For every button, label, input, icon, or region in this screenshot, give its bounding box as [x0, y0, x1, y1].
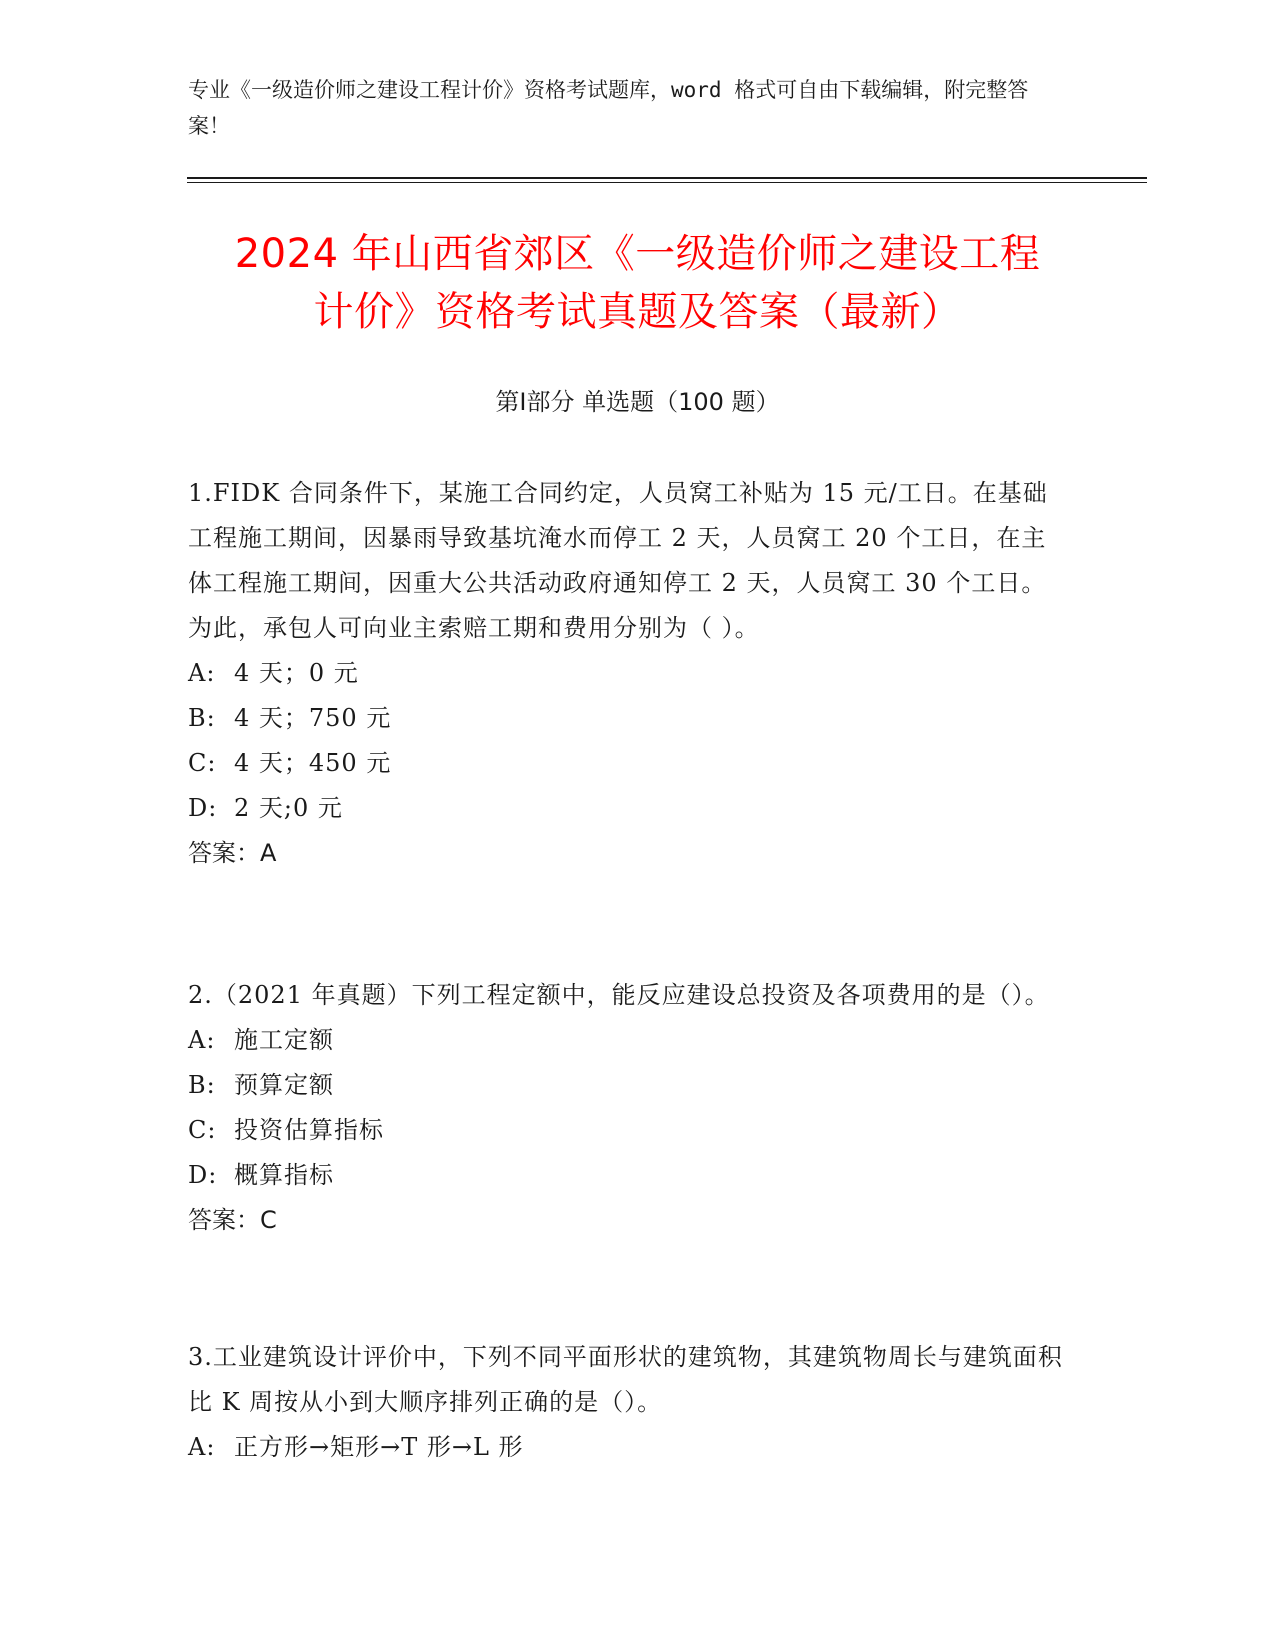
- option-text: 概算指标: [234, 1161, 334, 1189]
- question-3-stem: 3.工业建筑设计评价中，下列不同平面形状的建筑物，其建筑物周长与建筑面积比 K 周按从小到大顺序排列正确的是（）。: [188, 1343, 1063, 1416]
- option-text: 2 天;0 元: [234, 794, 343, 822]
- header-note: 专业《一级造价师之建设工程计价》资格考试题库，word 格式可自由下载编辑，附完整答案！: [188, 78, 1029, 138]
- option-letter: A:: [188, 1026, 216, 1054]
- option-text: 预算定额: [234, 1071, 334, 1099]
- question-1-option-c: [188, 741, 1068, 786]
- question-1-option-d: [188, 786, 1068, 831]
- document-title-line-2: 计价》资格考试真题及答案（最新）: [313, 289, 962, 335]
- option-letter: A:: [188, 659, 216, 687]
- option-text: 4 天；750 元: [234, 704, 392, 732]
- option-text: 4 天；0 元: [234, 659, 359, 687]
- option-letter: C:: [188, 749, 217, 777]
- option-letter: B:: [188, 704, 216, 732]
- question-2-option-c: [188, 1108, 1068, 1153]
- question-2-answer: [188, 1198, 1068, 1243]
- answer-label: 答案：: [188, 839, 260, 867]
- option-letter: D:: [188, 1161, 218, 1189]
- option-letter: D:: [188, 794, 218, 822]
- option-letter: A:: [188, 1433, 216, 1461]
- question-3: [188, 1335, 1068, 1470]
- option-letter: C:: [188, 1116, 217, 1144]
- question-2-stem: 2.（2021 年真题）下列工程定额中，能反应建设总投资及各项费用的是（）。: [188, 981, 1050, 1009]
- question-1-stem: 1.FIDK 合同条件下，某施工合同约定，人员窝工补贴为 15 元/工日。在基础工程施工期间，因暴雨导致基坑淹水而停工 2 天，人员窝工 20 个工日，在主体工程施工期间，因重大公共活动政府通知停工 2 天，人员窝工 30 个工日。为此，承包人可向业主索赔工期和费用分别为（ ）。: [188, 479, 1048, 642]
- header-rule-thin: [187, 182, 1147, 183]
- section-heading: 第Ⅰ部分 单选题（100 题）: [495, 388, 780, 416]
- question-2-option-d: [188, 1153, 1068, 1198]
- question-1-option-b: [188, 696, 1068, 741]
- question-3-option-a: [188, 1425, 1068, 1470]
- option-text: 4 天；450 元: [234, 749, 392, 777]
- question-1-answer: [188, 831, 1068, 876]
- document-title-line-1: 2024 年山西省郊区《一级造价师之建设工程: [234, 231, 1041, 277]
- answer-value: C: [260, 1206, 277, 1234]
- option-letter: B:: [188, 1071, 216, 1099]
- answer-value: A: [260, 839, 277, 867]
- question-1-option-a: [188, 651, 1068, 696]
- header-rule-thick: [187, 177, 1147, 179]
- question-2: [188, 973, 1068, 1243]
- option-text: 施工定额: [234, 1026, 334, 1054]
- question-1: [188, 471, 1068, 876]
- question-2-option-b: [188, 1063, 1068, 1108]
- option-text: 投资估算指标: [234, 1116, 384, 1144]
- answer-label: 答案：: [188, 1206, 260, 1234]
- option-text: 正方形→矩形→T 形→L 形: [234, 1433, 524, 1461]
- document-title: [160, 225, 1115, 341]
- question-2-option-a: [188, 1018, 1068, 1063]
